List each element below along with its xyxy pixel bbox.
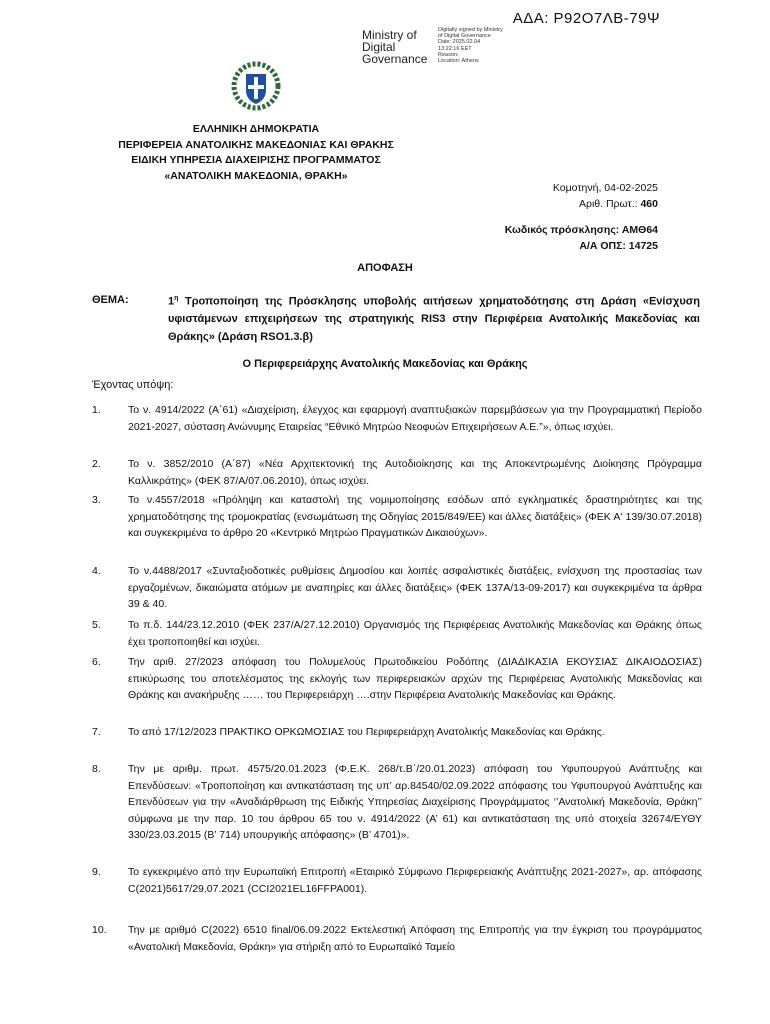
list-item — [92, 724, 702, 741]
list-item — [92, 492, 702, 542]
item-text: Το ν. 3852/2010 (Α΄87) «Νέα Αρχιτεκτονική της Αυτοδιοίκησης και της Αποκεντρωμένης Διοίκησης Πρόγραμμα Καλλικράτης» (ΦΕΚ 87/Α/07.06.2010), όπως ισχύει. — [128, 458, 702, 487]
ministry-line: Governance — [362, 52, 428, 66]
list-item — [92, 456, 702, 489]
item-text: Το ν. 4914/2022 (Α΄61) «Διαχείριση, έλεγχος και εφαρμογή αναπτυξιακών παρεμβάσεων για την Προγραμματική Περίοδο 2021-2027, σύσταση Ανώνυμης Εταιρείας “Εθνικό Μητρώο Νεοφυών Επιχειρήσεων Α.Ε.”», όπως ισχύει. — [128, 404, 702, 433]
signature-line: 13:22:16 EET — [438, 45, 472, 52]
greek-coat-of-arms-icon — [228, 58, 284, 114]
decision-title: ΑΠΟΦΑΣΗ — [357, 262, 413, 274]
item-number: 5. — [92, 619, 101, 631]
item-text: Το π.δ. 144/23.12.2010 (ΦΕΚ 237/Α/27.12.2010) Οργανισμός της Περιφέρειας Ανατολικής Μακεδονίας και Θράκης όπως έχει τροποποιηθεί και ισχύει. — [128, 619, 702, 648]
signature-line: Digitally signed by Ministry — [438, 27, 503, 33]
country-name: ΕΛΛΗΝΙΚΗ ΔΗΜΟΚΡΑΤΙΑ — [192, 123, 320, 135]
item-text: Το από 17/12/2023 ΠΡΑΚΤΙΚΟ ΟΡΚΩΜΟΣΙΑΣ του Περιφερειάρχη Ανατολικής Μακεδονίας και Θράκης. — [128, 726, 605, 738]
issuing-authority — [100, 122, 412, 184]
item-text: Την με αριθμό C(2022) 6510 final/06.09.2022 Εκτελεστική Απόφαση της Επιτροπής για την έγκριση του προγράμματος «Ανατολική Μακεδονία, Θράκη» για στήριξη από το Ευρωπαϊκό Ταμείο — [128, 924, 702, 953]
considering-label: Έχοντας υπόψη: — [92, 379, 174, 391]
list-item — [92, 617, 702, 650]
list-item — [92, 654, 702, 704]
item-number: 1. — [92, 404, 101, 416]
ops-code: Α/Α ΟΠΣ: 14725 — [579, 240, 658, 252]
signature-line: Date: 2025.02.04 — [438, 39, 481, 46]
item-text: Το ν.4488/2017 «Συνταξιοδοτικές ρυθμίσεις Δημοσίου και λοιπές ασφαλιστικές διατάξεις, ενίσχυση της προστασίας των εργαζομένων, δικαιώματα ατόμων με αναπηρίες και άλλες διατάξεις» (ΦΕΚ 137Α/13-09-2017) και συγκεκριμένα τα άρθρα 39 & 40. — [128, 565, 702, 611]
item-number: 10. — [92, 924, 107, 936]
governor-heading: Ο Περιφερειάρχης Ανατολικής Μακεδονίας και Θράκης — [242, 358, 528, 370]
ministry-line: Digital — [362, 40, 396, 54]
list-item — [92, 563, 702, 613]
item-number: 7. — [92, 726, 101, 738]
place-date: Κομοτηνή, 04-02-2025 — [552, 182, 658, 194]
ada-code: ΑΔΑ: Ρ92Ο7ΛΒ-79Ψ — [512, 10, 660, 27]
signature-line: Location: Athens — [438, 58, 479, 65]
item-number: 3. — [92, 494, 101, 506]
item-number: 2. — [92, 458, 101, 470]
list-item — [92, 922, 702, 955]
signature-line: Reason: — [438, 51, 459, 58]
programme-name: «ΑΝΑΤΟΛΙΚΗ ΜΑΚΕΔΟΝΙΑ, ΘΡΑΚΗ» — [164, 169, 348, 182]
invitation-code: Κωδικός πρόσκλησης: ΑΜΘ64 — [504, 224, 658, 236]
list-item — [92, 761, 702, 844]
subject-label: ΘΕΜΑ: — [92, 294, 129, 306]
item-number: 9. — [92, 866, 101, 878]
protocol-line — [553, 196, 658, 212]
list-item — [92, 402, 702, 435]
ministry-name — [362, 29, 427, 65]
subject-text: $1^\eta$ Τροποποίηση της Πρόσκλησης υποβολής αιτήσεων χρηματοδότησης στη Δράση «Ενίσχυση υφιστάμενων επιχειρήσεων της στρατηγικής RIS3 στην Περιφέρεια Ανατολικής Μακεδονίας και Θράκης» (Δράση RSO1.3.β) — [168, 295, 700, 343]
item-text: Την αριθ. 27/2023 απόφαση του Πολυμελούς Πρωτοδικείου Ροδόπης (ΔΙΑΔΙΚΑΣΙΑ ΕΚΟΥΣΙΑΣ ΔΙΚΑΙΟΔΟΣΙΑΣ) επικύρωσης του αποτελέσματος της εκλογής των περιφερειακών αρχών της Περιφέρειας Ανατολικής Μακεδονίας και Θράκης και ανακήρυξης …… του Περιφερειάρχη ….στην Περιφέρεια Ανατολικής Μακεδονίας και Θράκης. — [128, 656, 702, 702]
list-item — [92, 864, 702, 897]
region-name: ΠΕΡΙΦΕΡΕΙΑ ΑΝΑΤΟΛΙΚΗΣ ΜΑΚΕΔΟΝΙΑΣ ΚΑΙ ΘΡΑΚΗΣ — [118, 138, 394, 151]
codes-block — [505, 222, 658, 254]
item-number: 8. — [92, 763, 101, 775]
item-text: Το ν.4557/2018 «Πρόληψη και καταστολή της νομιμοποίησης εσόδων από εγκληματικές δραστηριότητες και της χρηματοδότησης της τρομοκρατίας (ενσωμάτωση της Οδηγίας 2015/849/ΕΕ) και άλλες διατάξεις» (ΦΕΚ Α' 139/30.07.2018) και συγκεκριμένα το άρθρο 20 «Κεντρικό Μητρώο Πραγματικών Δικαιούχων». — [128, 494, 702, 540]
item-number: 4. — [92, 565, 101, 577]
item-text: Την με αριθμ. πρωτ. 4575/20.01.2023 (Φ.Ε.Κ. 268/τ.Β΄/20.01.2023) απόφαση του Υφυπουργού Ανάπτυξης και Επενδύσεων: «Τροποποίηση και αντικατάσταση της υπ’ αρ.84540/02.09.2022 απόφασης του Υφυπουργού Ανάπτυξης και Επενδύσεων για την «Αναδιάρθρωση της Ειδικής Υπηρεσίας Διαχείρισης Προγράμματος ‘’Ανατολική Μακεδονία, Θράκη’’ σύμφωνα με την παρ. 10 του άρθρου 65 του ν. 4914/2022 (Α’ 61) και αντικατάσταση της υπό στοιχεία 32674/ΕΥΘΥ 330/23.03.2015 (Β’ 714) υπουργικής απόφασης» (Β’ 4701)». — [128, 763, 702, 842]
place-date-block — [553, 180, 658, 212]
item-text: Το εγκεκριμένο από την Ευρωπαϊκή Επιτροπή «Εταιρικό Σύμφωνο Περιφερειακής Ανάπτυξης 2021-2027», αρ. απόφασης C(2021)5617/29.07.2021 (CCI2021EL16FFPA001). — [128, 866, 702, 895]
service-name: ΕΙΔΙΚΗ ΥΠΗΡΕΣΙΑ ΔΙΑΧΕΙΡΙΣΗΣ ΠΡΟΓΡΑΜΜΑΤΟΣ — [131, 154, 381, 166]
item-number: 6. — [92, 656, 101, 668]
protocol-label: Αριθ. Πρωτ.: — [578, 198, 641, 210]
digital-signature — [438, 27, 528, 64]
protocol-number: 460 — [640, 198, 658, 210]
ministry-line: Ministry of — [362, 28, 417, 42]
signature-line: of Digital Governance — [438, 33, 491, 40]
